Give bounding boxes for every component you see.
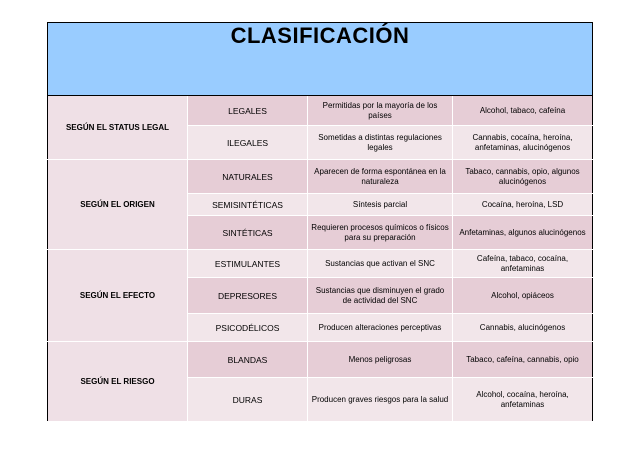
type-cell: DURAS bbox=[188, 378, 308, 422]
description-cell: Requieren procesos químicos o físicos para su preparación bbox=[308, 216, 453, 250]
examples-cell: Cafeína, tabaco, cocaína, anfetaminas bbox=[453, 250, 593, 278]
examples-cell: Alcohol, tabaco, cafeína bbox=[453, 96, 593, 126]
type-cell: SEMISINTÉTICAS bbox=[188, 194, 308, 216]
type-cell: ILEGALES bbox=[188, 126, 308, 160]
examples-cell: Alcohol, opiáceos bbox=[453, 278, 593, 314]
description-cell: Síntesis parcial bbox=[308, 194, 453, 216]
examples-cell: Tabaco, cafeína, cannabis, opio bbox=[453, 342, 593, 378]
examples-cell: Tabaco, cannabis, opio, algunos alucinógenos bbox=[453, 160, 593, 194]
description-cell: Permitidas por la mayoría de los países bbox=[308, 96, 453, 126]
table-row bbox=[48, 96, 593, 126]
category-cell: SEGÚN EL RIESGO bbox=[48, 342, 188, 422]
description-cell: Producen graves riesgos para la salud bbox=[308, 378, 453, 422]
description-cell: Aparecen de forma espontánea en la naturaleza bbox=[308, 160, 453, 194]
examples-cell: Cannabis, alucinógenos bbox=[453, 314, 593, 342]
description-cell: Menos peligrosas bbox=[308, 342, 453, 378]
type-cell: BLANDAS bbox=[188, 342, 308, 378]
examples-cell: Alcohol, cocaína, heroína, anfetaminas bbox=[453, 378, 593, 422]
examples-cell: Anfetaminas, algunos alucinógenos bbox=[453, 216, 593, 250]
category-cell: SEGÚN EL EFECTO bbox=[48, 250, 188, 342]
description-cell: Producen alteraciones perceptivas bbox=[308, 314, 453, 342]
classification-table bbox=[47, 22, 593, 422]
description-cell: Sometidas a distintas regulaciones legales bbox=[308, 126, 453, 160]
type-cell: ESTIMULANTES bbox=[188, 250, 308, 278]
category-cell: SEGÚN EL STATUS LEGAL bbox=[48, 96, 188, 160]
description-cell: Sustancias que disminuyen el grado de actividad del SNC bbox=[308, 278, 453, 314]
table-row bbox=[48, 160, 593, 194]
description-cell: Sustancias que activan el SNC bbox=[308, 250, 453, 278]
type-cell: SINTÉTICAS bbox=[188, 216, 308, 250]
classification-sheet bbox=[47, 22, 592, 422]
type-cell: PSICODÉLICOS bbox=[188, 314, 308, 342]
title-row bbox=[48, 23, 593, 96]
table-row bbox=[48, 250, 593, 278]
examples-cell: Cannabis, cocaína, heroína, anfetaminas, alucinógenos bbox=[453, 126, 593, 160]
type-cell: NATURALES bbox=[188, 160, 308, 194]
type-cell: LEGALES bbox=[188, 96, 308, 126]
table-row bbox=[48, 342, 593, 378]
category-cell: SEGÚN EL ORIGEN bbox=[48, 160, 188, 250]
examples-cell: Cocaína, heroína, LSD bbox=[453, 194, 593, 216]
type-cell: DEPRESORES bbox=[188, 278, 308, 314]
table-title: CLASIFICACIÓN bbox=[48, 23, 593, 96]
